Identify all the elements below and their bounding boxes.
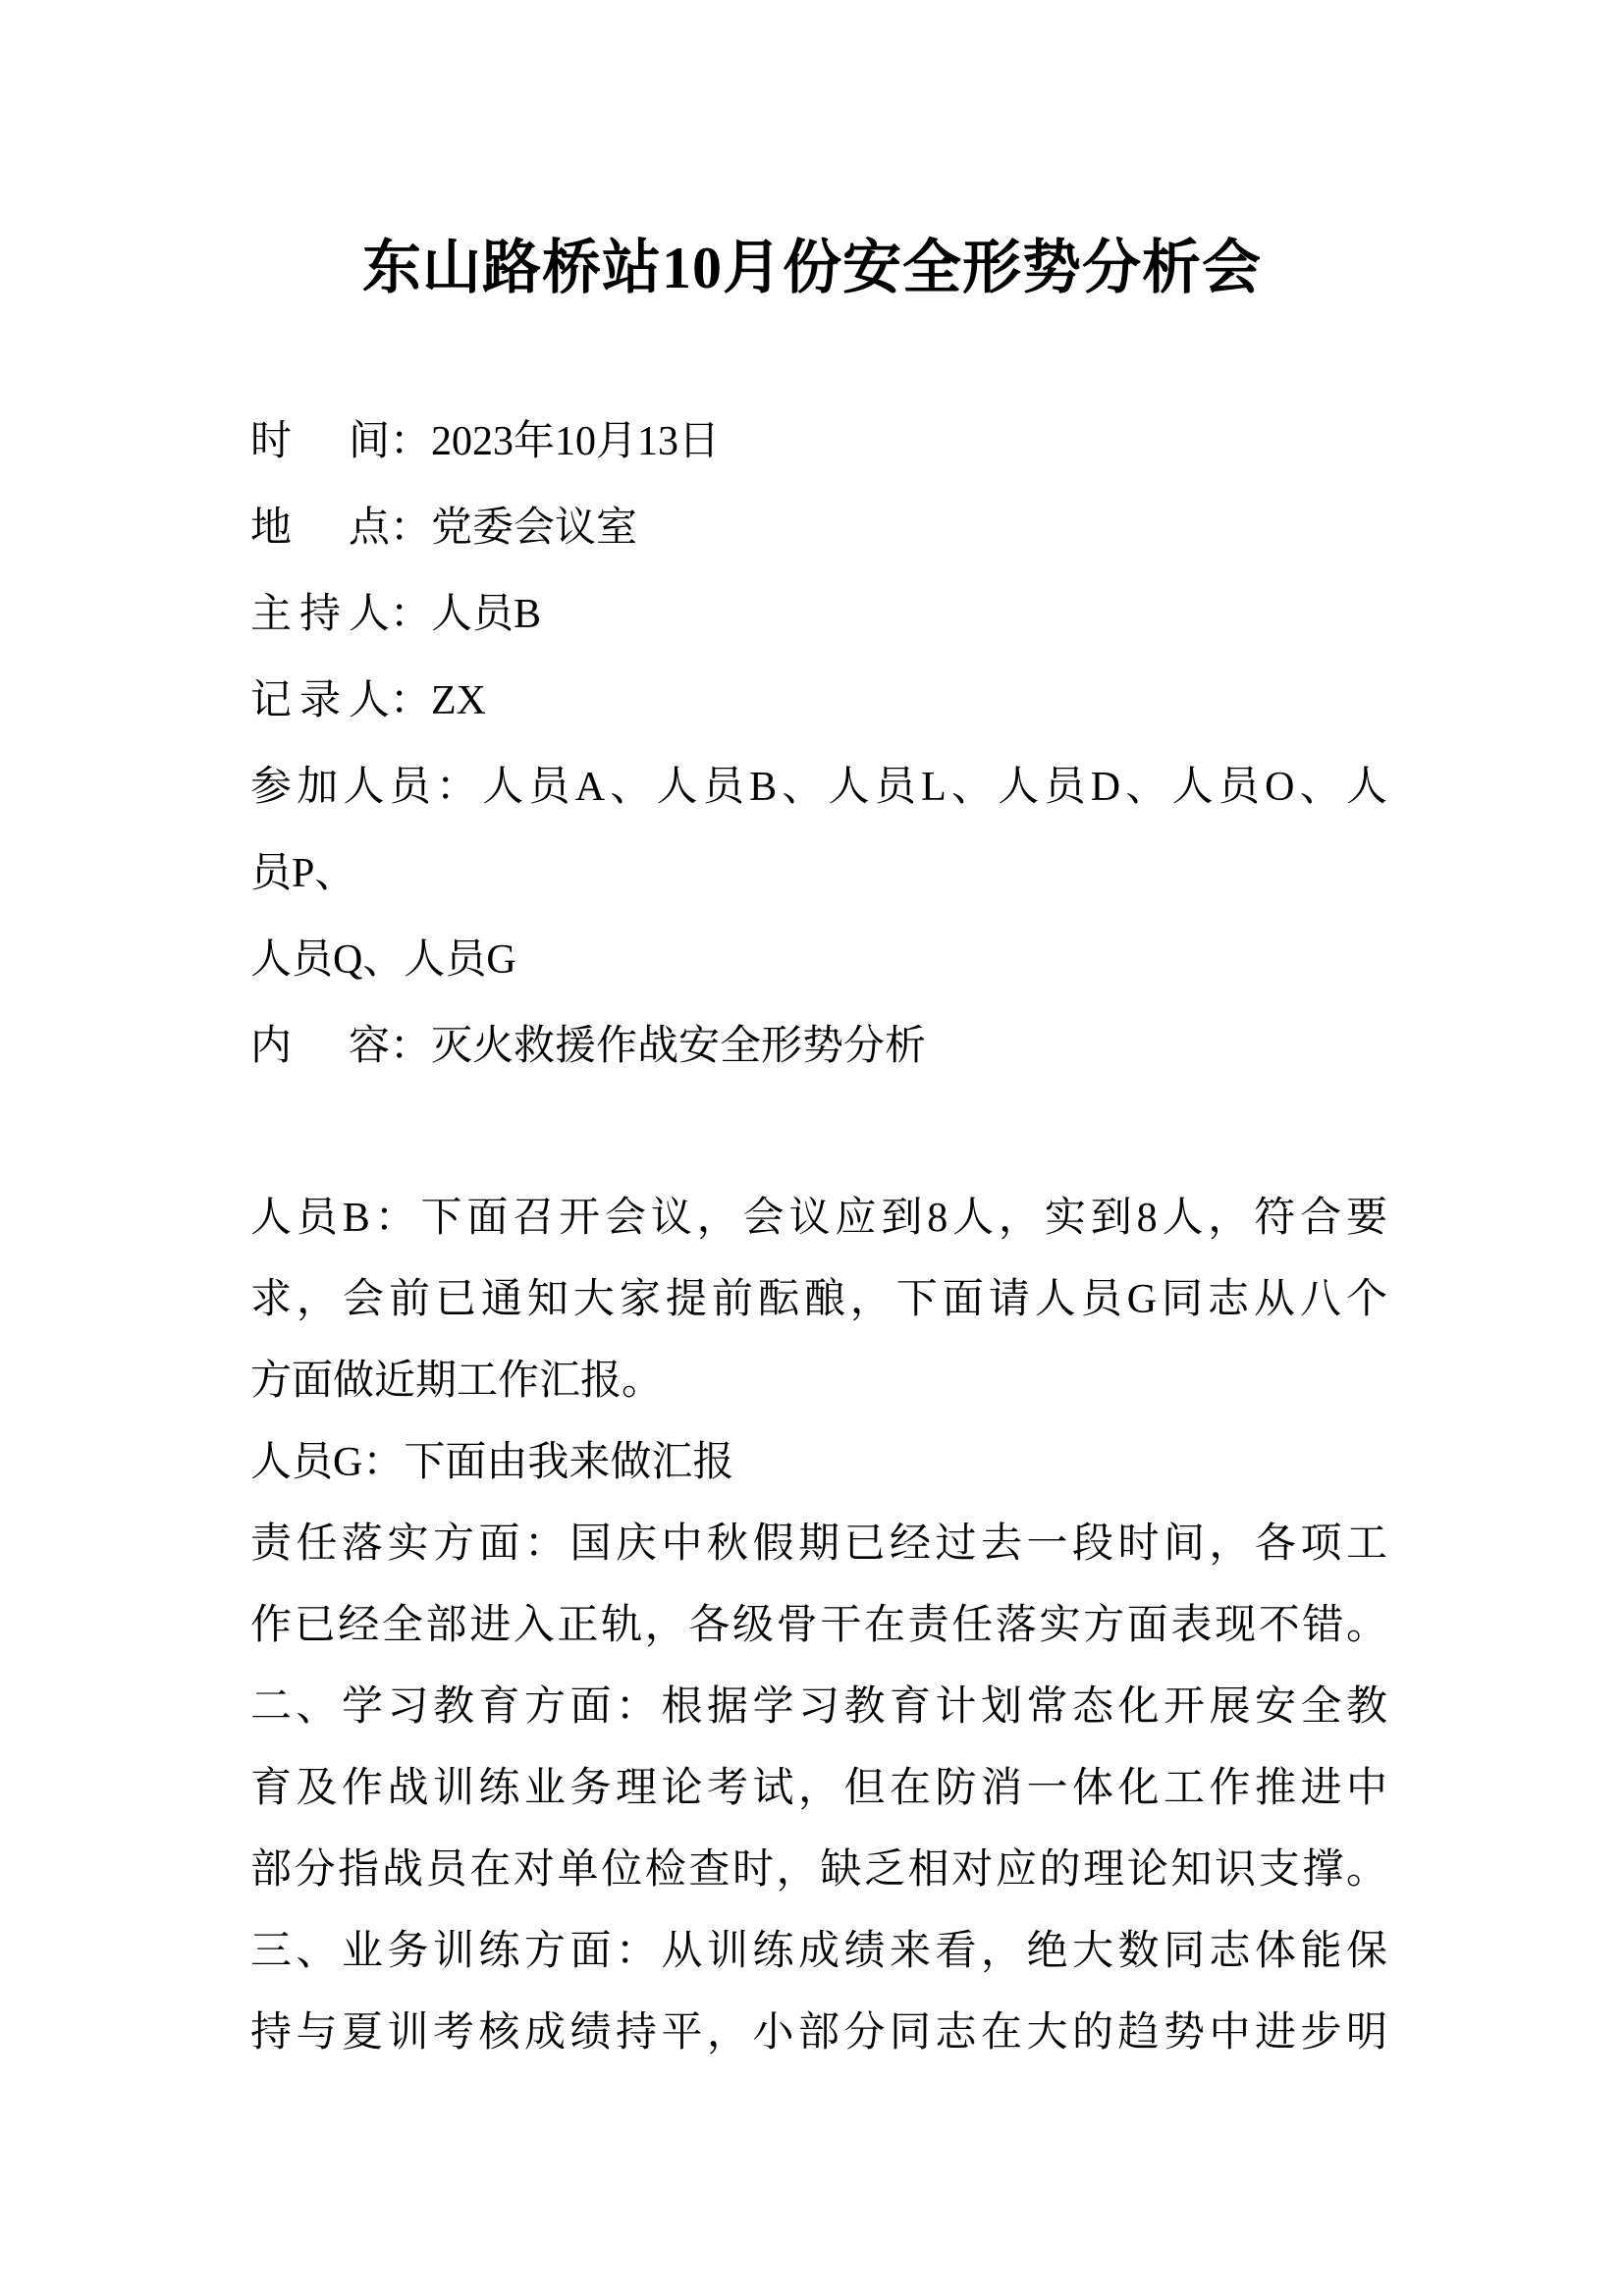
meta-label: 参加人员 xyxy=(250,765,437,810)
body-line: 持与夏训考核成绩持平，小部分同志在大的趋势中进步明 xyxy=(250,2010,1387,2056)
meta-time: 时间：2023年10月13日 xyxy=(250,412,1387,471)
meta-label: 地点 xyxy=(250,506,390,551)
body-line: 二、学习教育方面：根据学习教育计划常态化开展安全教 xyxy=(250,1684,1387,1730)
meta-attendees: 参加人员：人员A、人员B、人员L、人员D、人员O、人 xyxy=(250,765,1387,810)
body-line: 人员G：下面由我来做汇报 xyxy=(250,1440,734,1485)
meta-place: 地点：党委会议室 xyxy=(250,499,1387,558)
meta-value: 人员A、人员B、人员L、人员D、人员O、人 xyxy=(482,765,1387,810)
meta-attendees-cont xyxy=(250,844,1387,903)
meta-value: 党委会议室 xyxy=(431,506,638,551)
meta-recorder: 记录人：ZX xyxy=(250,671,1387,730)
meta-label: 内容 xyxy=(250,1024,390,1069)
meta-label: 记录人 xyxy=(250,678,390,723)
meta-content: 内容：灭火救援作战安全形势分析 xyxy=(250,1017,1387,1076)
meta-value: ZX xyxy=(431,678,487,723)
meta-host: 主持人：人员B xyxy=(250,585,1387,644)
body-line: 责任落实方面：国庆中秋假期已经过去一段时间，各项工 xyxy=(250,1522,1387,1567)
body-line: 人员B：下面召开会议，会议应到8人，实到8人，符合要 xyxy=(250,1196,1387,1241)
meta-value: 2023年10月13日 xyxy=(431,419,721,464)
document-title: 东山路桥站10月份安全形势分析会 xyxy=(362,236,1262,300)
meta-label: 主持人 xyxy=(250,592,390,637)
meta-attendees-cont xyxy=(250,931,1387,989)
meta-value: 人员B xyxy=(431,592,542,637)
meta-value: 灭火救援作战安全形势分析 xyxy=(431,1024,927,1069)
meta-value: 员P、 xyxy=(250,851,356,896)
body-line: 方面做近期工作汇报。 xyxy=(250,1359,664,1404)
body-line: 作已经全部进入正轨，各级骨干在责任落实方面表现不错。 xyxy=(250,1603,1387,1648)
meta-value: 人员Q、人员G xyxy=(250,937,516,983)
body-line: 求，会前已通知大家提前酝酿，下面请人员G同志从八个 xyxy=(250,1277,1387,1322)
body-line: 育及作战训练业务理论考试，但在防消一体化工作推进中 xyxy=(250,1766,1387,1811)
body-line: 三、业务训练方面：从训练成绩来看，绝大数同志体能保 xyxy=(250,1929,1387,1974)
meta-label: 时间 xyxy=(250,419,390,464)
body-line: 部分指战员在对单位检查时，缺乏相对应的理论知识支撑。 xyxy=(250,1847,1387,1893)
